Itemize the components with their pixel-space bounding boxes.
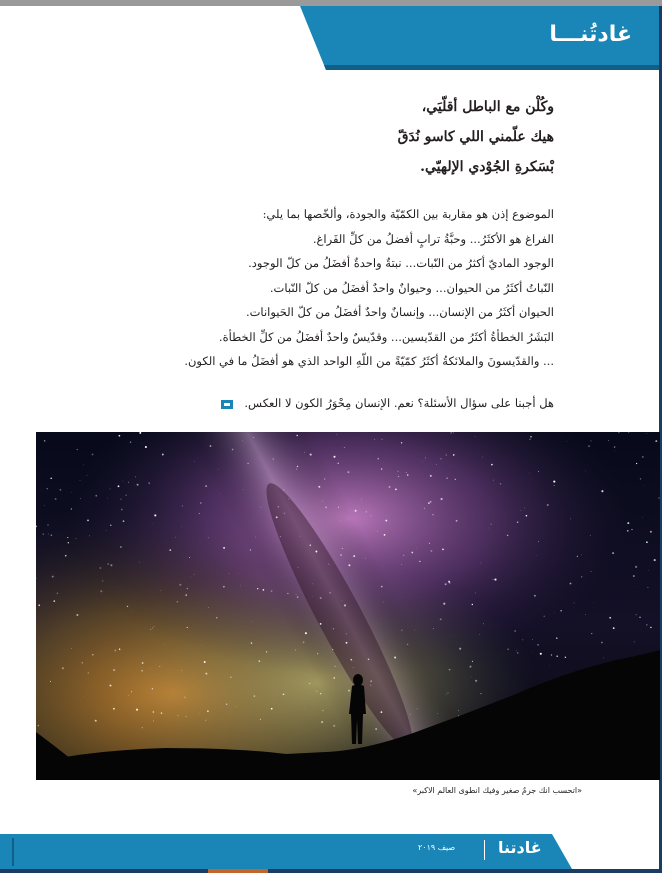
magazine-title: غادتُنـــا bbox=[549, 22, 632, 47]
body-line: ... والقدّيسونَ والملائكةُ أكثَرُ كمّيّةً من اللّهِ الواحد الذي هو أفضَلُ ما في الكون. bbox=[184, 354, 554, 368]
footer-logo: غادتنا bbox=[498, 838, 542, 857]
body-line: الوجود الماديّ أكثرُ من النّبات... نبتةٌ واحدةٌ أفضَلُ من كلّ الوجود. bbox=[248, 256, 554, 270]
body-line: الحيوان أكثَرُ من الإنسان... وإنسانٌ واحدٌ أفضَلُ من كلّ الحَيوانات. bbox=[245, 305, 554, 319]
top-rule bbox=[0, 0, 662, 6]
poem-line: بْسَكرةِ الجُوْدي الإلهيّي. bbox=[420, 159, 554, 175]
body-line: النّباتُ أكثَرُ من الحيوان... وحيوانٌ واحدٌ أفضَلُ من كلّ النّبات. bbox=[269, 280, 554, 295]
closing-question bbox=[34, 396, 554, 410]
body-line: الموضوع إذن هو مقاربة بين الكمّيّة والجودة، وألخّصها بما يلي: bbox=[262, 207, 554, 221]
article-body bbox=[34, 202, 554, 374]
footer-edge bbox=[12, 838, 14, 866]
photo-caption: «اتحسب انك جرمٌ صغير وفيك انطوى العالم الاكبر» bbox=[412, 786, 582, 795]
poem-line: وكُلْن مع الباطل أقلّيَي، bbox=[421, 99, 554, 115]
body-line: الفراغ هو الأكثَرُ... وحبَّةُ ترابٍ أفضلُ من كلِّ الفَراغ. bbox=[312, 231, 554, 246]
night-sky-photo bbox=[36, 432, 660, 780]
footer-bar bbox=[0, 834, 572, 869]
issue-label: صيف ٢٠١٩ bbox=[418, 843, 456, 852]
footer-base bbox=[0, 869, 662, 873]
question-text: هل أجبنا على سؤال الأسئلة؟ نعم. الإنسان مِحْوَرُ الكون لا العكس. bbox=[244, 396, 554, 410]
footer-divider bbox=[484, 840, 485, 860]
end-of-article-icon bbox=[221, 400, 233, 409]
body-line: البَشَرُ الخطأةُ أكثَرُ من القدّيسين... وقدّيسٌ واحدٌ أفضَلُ من كلِّ الخطأة. bbox=[218, 329, 554, 344]
poem-line: هيك علّمني اللي كاسو نُدَقّ bbox=[397, 129, 554, 145]
footer-accent bbox=[208, 869, 268, 873]
poem bbox=[134, 92, 554, 182]
